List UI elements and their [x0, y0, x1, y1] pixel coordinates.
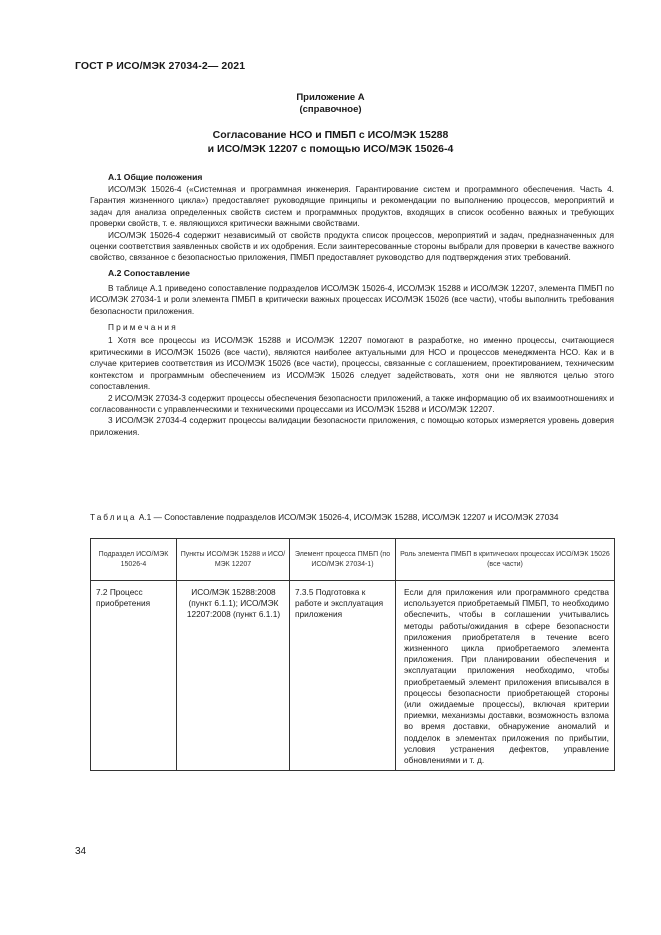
table-caption	[90, 512, 614, 523]
table-header-row	[91, 539, 615, 581]
page-number: 34	[75, 846, 87, 857]
table-row	[91, 581, 615, 771]
note-1: 1 Хотя все процессы из ИСО/МЭК 15288 и ИСО/МЭК 12207 помогают в разработке, но именно процессы, считающиеся критическими в ИСО/МЭК 15026 (все части), являются наиболее актуальными для НСО и процессов менеджмента НСО. Как и в случае критериев соответствия из ИСО/МЭК 15026 (все части), процессы, связанные с соглашением, проектированием, техническим контекстом и программным обеспечением из ИСО/МЭК 15026 следует задействовать, хотя они не являются целью этого сопоставления.	[90, 335, 614, 392]
annex-heading	[0, 92, 661, 116]
section-a2-paragraph-1: В таблице А.1 приведено сопоставление подразделов ИСО/МЭК 15026-4, ИСО/МЭК 15288 и ИСО/МЭК 12207, элемента ПМБП по ИСО/МЭК 27034-1 и роли элемента ПМБП в критически важных процессах ИСО/МЭК 15026 (все части), чтобы выполнить требования безопасности приложения.	[90, 282, 614, 316]
annex-title-line2: и ИСО/МЭК 12207 с помощью ИСО/МЭК 15026-4	[207, 143, 454, 155]
section-a1-heading: А.1 Общие положения	[108, 172, 203, 182]
document-header: ГОСТ Р ИСО/МЭК 27034-2— 2021	[75, 60, 246, 72]
cell-element: 7.3.5 Подготовка к работе и эксплуатация приложения	[290, 581, 396, 771]
annex-label: Приложение А	[296, 92, 365, 103]
table-caption-label: Таблица	[90, 512, 137, 522]
header-clauses: Пункты ИСО/МЭК 15288 и ИСО/МЭК 12207	[177, 539, 290, 581]
annex-type: (справочное)	[299, 104, 362, 115]
cell-clauses: ИСО/МЭК 15288:2008 (пункт 6.1.1); ИСО/МЭК 12207:2008 (пункт 6.1.1)	[177, 581, 290, 771]
table-caption-text: А.1 — Сопоставление подразделов ИСО/МЭК 15026-4, ИСО/МЭК 15288, ИСО/МЭК 12207 и ИСО/МЭК 27034	[138, 512, 559, 522]
section-a1-paragraph-2: ИСО/МЭК 15026-4 содержит независимый от свойств продукта список процессов, мероприятий и задач, предназначенных для оценки соответствия заявленных свойств и их одобрения. Если заинтересованные стороны выбрали для проверки в качестве важного свойство, связанное с безопасностью приложения, ПМБП предоставляет руководство для подтверждения этих требований.	[90, 229, 614, 263]
annex-body	[90, 171, 614, 438]
header-element: Элемент процесса ПМБП (по ИСО/МЭК 27034-1)	[290, 539, 396, 581]
cell-role: Если для приложения или программного средства используется приобретаемый ПМБП, то необходимо обеспечить, чтобы в соглашении учитывались методы работы/ожидания в сфере безопасности приложения приобретателя в течение всего жизненного цикла приобретаемого элемента приложения. При планировании обеспечения и эксплуатации приложения необходимо, чтобы приобретаемый элемент приложения вписывался в процессы безопасности приобретающей стороны (или ожидаемые процессы), включая критерии приемки, механизмы доставки, возможность взлома во время доставки, обнаружение аномалий и подделок в элементах приложения по прибытии, условия устранения дефектов, управление обновлениями и т. д.	[396, 581, 615, 771]
section-a2-heading: А.2 Сопоставление	[108, 267, 190, 278]
notes-heading: Примечания	[108, 322, 178, 333]
note-3: 3 ИСО/МЭК 27034-4 содержит процессы валидации безопасности приложения, с помощью которых измеряется уровень доверия приложения.	[90, 415, 614, 437]
annex-title-line1: Согласование НСО и ПМБП с ИСО/МЭК 15288	[212, 129, 449, 141]
note-2: 2 ИСО/МЭК 27034-3 содержит процессы обеспечения безопасности приложений, а также информацию об их взаимоотношениях и согласованности с управленческими и техническими процессами из ИСО/МЭК 15288 и ИСО/МЭК 12207.	[90, 392, 614, 414]
section-a1-paragraph-1: ИСО/МЭК 15026-4 («Системная и программная инженерия. Гарантирование систем и программного обеспечения. Часть 4. Гарантия жизненного цикла») предоставляет руководящие принципы и рекомендации по выполнению процессов, мероприятий и задач для анализа определенных свойств систем и программных продуктов, входящих в список особенно важных и требующих проверки свойств, т. е. являющихся критически важными свойствами.	[90, 184, 614, 229]
annex-title	[0, 128, 661, 156]
header-subsection: Подраздел ИСО/МЭК 15026-4	[91, 539, 177, 581]
cell-subsection: 7.2 Процесс приобретения	[91, 581, 177, 771]
mapping-table	[90, 538, 615, 771]
header-role: Роль элемента ПМБП в критических процессах ИСО/МЭК 15026 (все части)	[396, 539, 615, 581]
